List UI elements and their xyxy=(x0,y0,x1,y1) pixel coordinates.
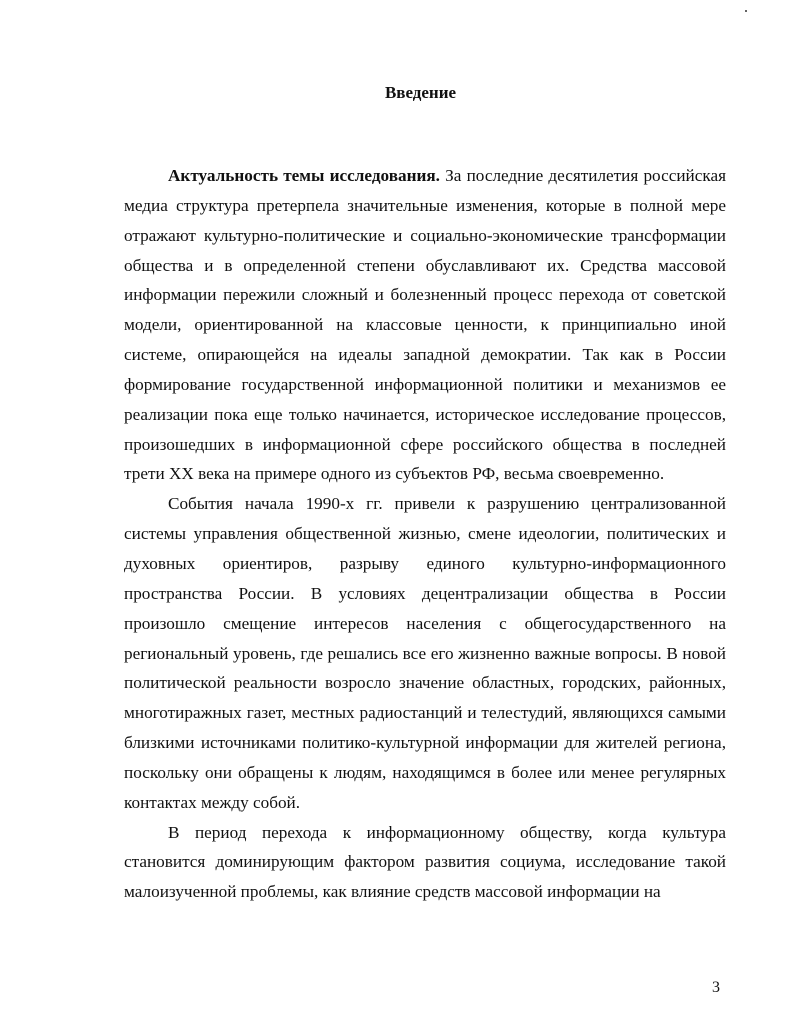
scan-speck xyxy=(745,10,747,12)
paragraph-events-1990s xyxy=(124,489,726,817)
paragraph-lead: Актуальность темы исследования. xyxy=(168,166,440,185)
paragraph-information-society xyxy=(124,818,726,908)
section-title: Введение xyxy=(384,83,457,102)
page-number: 3 xyxy=(712,979,720,996)
paragraph-text: За последние десятилетия российская медиа структура претерпела значительные изменения, которые в полной мере отражают культурно-политические и социально-экономические трансформации общества и в определенной степени обуславливают их. Средства массовой информации пережили сложный и болезненный процесс перехода от советской модели, ориентированной на классовые ценности, к принципиально иной системе, опирающейся на идеалы западной демократии. Так как в России формирование государственной информационной политики и механизмов ее реализации пока еще только начинается, историческое исследование процессов, произошедших в информационной сфере российского общества в последней трети XX века на примере одного из субъектов РФ, весьма своевременно. xyxy=(124,166,726,484)
paragraph-text: События начала 1990-х гг. привели к разрушению централизованной системы управления общественной жизнью, смене идеологии, политических и духовных ориентиров, разрыву единого культурно-информационного пространства России. В условиях децентрализации общества в России произошло смещение интересов населения с общегосударственного на региональный уровень, где решались все его жизненно важные вопросы. В новой политической реальности возросло значение областных, городских, районных, многотиражных газет, местных радиостанций и телестудий, являющихся самыми близкими источниками политико-культурной информации для жителей региона, поскольку они обращены к людям, находящимся в более или менее регулярных контактах между собой. xyxy=(124,494,726,812)
paragraph-text: В период перехода к информационному обществу, когда культура становится доминирующим фактором развития социума, исследование такой малоизученной проблемы, как влияние средств массовой информации на xyxy=(124,822,726,902)
paragraph-relevance xyxy=(124,161,726,489)
body-text xyxy=(124,161,726,907)
